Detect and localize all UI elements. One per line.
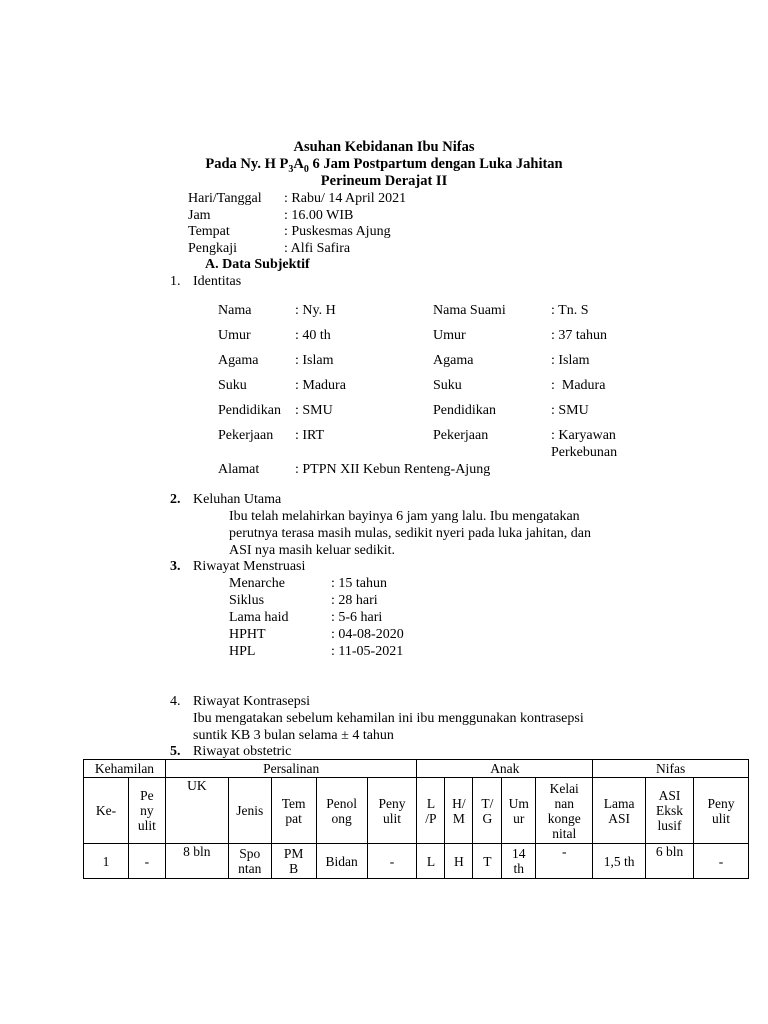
info-value: : Puskesmas Ajung (284, 224, 391, 239)
doc-title: Asuhan Kebidanan Ibu Nifas (293, 139, 475, 155)
header-penolong: Penol ong (316, 778, 367, 844)
field-label: Umur (433, 328, 466, 343)
header-asi-eksklusif: ASI Eksk lusif (646, 778, 694, 844)
field-value: : Islam (295, 353, 334, 368)
item-label: Keluhan Utama (193, 492, 282, 507)
group-header-nifas: Nifas (593, 760, 749, 778)
cell-lama-asi: 1,5 th (593, 844, 646, 879)
field-value: : 37 tahun (551, 328, 607, 343)
header-tg: T/ G (473, 778, 502, 844)
field-label: Agama (218, 353, 259, 368)
header-tempat: Tem pat (271, 778, 316, 844)
cell-penolong: Bidan (316, 844, 367, 879)
field-value: : 04-08-2020 (331, 627, 404, 642)
field-value: : 40 th (295, 328, 331, 343)
item-label: Riwayat obstetric (193, 744, 292, 759)
section-heading-a: A. Data Subjektif (205, 257, 310, 272)
item-label: Riwayat Menstruasi (193, 559, 306, 574)
field-label: Nama (218, 303, 252, 318)
header-penyulit-salin: Peny ulit (367, 778, 417, 844)
field-label: Lama haid (229, 610, 289, 625)
table-row (84, 844, 749, 879)
cell-tg: T (473, 844, 502, 879)
field-value: : Madura (295, 378, 346, 393)
header-ke: Ke- (84, 778, 129, 844)
field-label: Umur (218, 328, 251, 343)
header-kelainan: Kelai nan konge nital (536, 778, 593, 844)
cell-hm: H (445, 844, 473, 879)
field-label: Pekerjaan (218, 428, 274, 443)
field-label: Nama Suami (433, 303, 506, 318)
field-label: HPL (229, 644, 256, 659)
header-umur: Um ur (502, 778, 536, 844)
paragraph-line: perutnya terasa masih mulas, sedikit nyeri pada luka jahitan, dan (229, 526, 591, 541)
field-label: Pendidikan (433, 403, 496, 418)
field-value: : SMU (551, 403, 589, 418)
cell-kelainan: - (536, 844, 593, 879)
field-value: : SMU (295, 403, 333, 418)
field-value: : 15 tahun (331, 576, 387, 591)
field-label: Siklus (229, 593, 265, 608)
item-number: 3. (170, 559, 181, 574)
cell-penyulit-salin: - (367, 844, 417, 879)
field-value: : Madura (551, 378, 606, 393)
table-header-row (84, 778, 749, 844)
info-value: : Rabu/ 14 April 2021 (284, 191, 407, 206)
cell-penyulit-hamil: - (128, 844, 165, 879)
paragraph-line: Ibu telah melahirkan bayinya 6 jam yang lalu. Ibu mengatakan (229, 509, 580, 524)
cell-penyulit-nifas: - (694, 844, 749, 879)
doc-subtitle: Pada Ny. H $P_3A_0$ 6 Jam Postpartum dengan Luka Jahitan (205, 156, 563, 175)
table-group-row (84, 760, 749, 778)
item-number: 5. (170, 744, 181, 759)
item-label: Riwayat Kontrasepsi (193, 694, 311, 709)
field-value: : Islam (551, 353, 590, 368)
group-header-persalinan: Persalinan (165, 760, 417, 778)
doc-subtitle-line3: Perineum Derajat II (320, 173, 448, 189)
field-label: Suku (218, 378, 247, 393)
cell-uk: 8 bln (165, 844, 228, 879)
cell-lp: L (417, 844, 445, 879)
group-header-anak: Anak (417, 760, 593, 778)
field-value: : 11-05-2021 (331, 644, 404, 659)
info-label: Tempat (188, 224, 230, 239)
header-jenis: Jenis (228, 778, 271, 844)
field-label: Pekerjaan (433, 428, 489, 443)
item-label: Identitas (193, 274, 242, 289)
item-number: 1. (170, 274, 181, 289)
field-label: Agama (433, 353, 474, 368)
field-value: : PTPN XII Kebun Renteng-Ajung (295, 462, 491, 477)
info-label: Jam (188, 208, 211, 223)
header-uk: UK (165, 778, 228, 844)
paragraph-line: ASI nya masih keluar sedikit. (229, 543, 396, 558)
field-label: Menarche (229, 576, 285, 591)
info-value: : Alfi Safira (284, 241, 351, 256)
paragraph-line: suntik KB 3 bulan selama ± 4 tahun (193, 728, 394, 743)
item-number: 2. (170, 492, 181, 507)
header-hm: H/ M (445, 778, 473, 844)
obstetric-history-table (83, 759, 749, 879)
field-label: Alamat (218, 462, 260, 477)
header-lp: L /P (417, 778, 445, 844)
cell-asi-eksklusif: 6 bln (646, 844, 694, 879)
paragraph-line: Ibu mengatakan sebelum kehamilan ini ibu menggunakan kontrasepsi (193, 711, 584, 726)
cell-tempat: PM B (271, 844, 316, 879)
info-value: : 16.00 WIB (284, 208, 354, 223)
cell-ke: 1 (84, 844, 129, 879)
field-value: : 5-6 hari (331, 610, 383, 625)
info-label: Hari/Tanggal (188, 191, 262, 206)
header-penyulit-nifas: Peny ulit (694, 778, 749, 844)
cell-jenis: Spo ntan (228, 844, 271, 879)
field-value: : Tn. S (551, 303, 589, 318)
cell-umur: 14 th (502, 844, 536, 879)
header-penyulit-hamil: Pe ny ulit (128, 778, 165, 844)
item-number: 4. (170, 694, 181, 709)
field-label: Suku (433, 378, 462, 393)
field-label: Pendidikan (218, 403, 281, 418)
field-value-cont: Perkebunan (551, 445, 618, 460)
field-value: : 28 hari (331, 593, 378, 608)
field-value: : Karyawan (551, 428, 616, 443)
field-value: : Ny. H (295, 303, 336, 318)
field-label: HPHT (229, 627, 266, 642)
header-lama-asi: Lama ASI (593, 778, 646, 844)
group-header-kehamilan: Kehamilan (84, 760, 166, 778)
field-value: : IRT (295, 428, 325, 443)
info-label: Pengkaji (188, 241, 237, 256)
